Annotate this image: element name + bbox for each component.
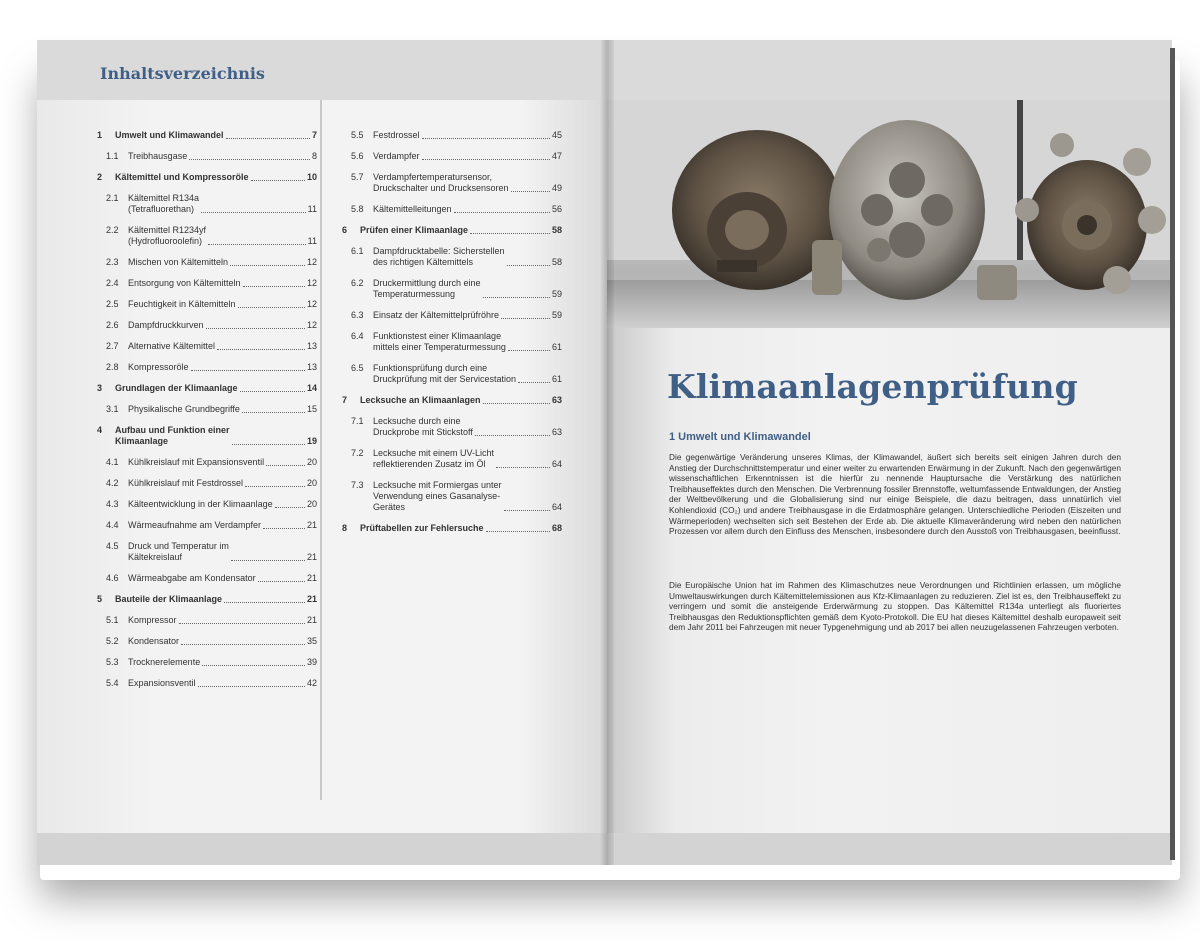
toc-chapter-entry [97,130,317,141]
toc-entry-body [115,425,317,447]
toc-entry-body [128,573,317,584]
toc-leader-dots [240,391,305,392]
toc-section-entry [97,657,317,668]
toc-entry-text: Kälteentwicklung in der Klimaanlage [128,499,273,509]
toc-entry-text: Feuchtigkeit in Kältemitteln [128,299,236,309]
compressor-photo [607,100,1172,328]
toc-entry-text: Kältemittel R1234yf (Hydrofluoroolefin) [128,225,207,246]
toc-entry-body [128,151,317,162]
toc-right-column [342,130,562,544]
toc-section-entry [342,448,562,470]
toc-leader-dots [232,444,305,445]
toc-entry-page: 64 [551,502,562,512]
toc-entry-body [128,341,317,352]
toc-leader-dots [224,602,305,603]
toc-entry-text: Expansionsventil [128,678,196,688]
toc-entry-text: Trocknerelemente [128,657,201,667]
toc-leader-dots [181,644,305,645]
toc-leader-dots [230,265,305,266]
toc-entry-page: 13 [306,362,317,372]
toc-entry-page: 59 [551,310,562,320]
toc-entry-page: 20 [306,499,317,509]
toc-entry-page: 20 [306,478,317,488]
toc-entry-body [115,172,317,183]
toc-chapter-entry [342,523,562,534]
toc-entry-text: Physikalische Grundbegriffe [128,404,240,414]
toc-entry-number: 4.6 [106,573,119,583]
toc-entry-text: Funktionstest einer Klimaanlage mittels einer Temperaturmessung [373,331,506,352]
toc-entry-page: 56 [551,204,562,214]
toc-entry-body [373,204,562,215]
toc-entry-page: 49 [551,183,562,193]
toc-entry-body [128,320,317,331]
toc-section-entry [342,172,562,194]
toc-entry-text: Einsatz der Kältemittelprüfröhre [373,310,500,320]
toc-leader-dots [217,349,305,350]
toc-entry-number: 4.5 [106,541,119,551]
toc-entry-page: 21 [306,552,317,562]
toc-entry-body [128,615,317,626]
toc-leader-dots [454,212,550,213]
toc-chapter-entry [342,225,562,236]
toc-entry-text: Treibhausgase [128,151,188,161]
toc-section-entry [97,541,317,563]
toc-entry-body [128,278,317,289]
toc-entry-body [128,636,317,647]
compressor-parts-illustration [607,100,1172,328]
toc-entry-text: Umwelt und Klimawandel [115,130,224,140]
toc-entry-page: 12 [306,320,317,330]
right-page [607,40,1172,865]
toc-leader-dots [483,297,550,298]
toc-entry-text: Kondensator [128,636,180,646]
toc-entry-text: Kühlkreislauf mit Festdrossel [128,478,244,488]
toc-entry-number: 5 [97,594,103,604]
toc-entry-page: 61 [551,374,562,384]
toc-entry-body [128,257,317,268]
toc-entry-number: 5.7 [351,172,364,182]
toc-entry-number: 7.1 [351,416,364,426]
toc-leader-dots [501,318,550,319]
toc-entry-page: 35 [306,636,317,646]
toc-leader-dots [475,435,550,436]
toc-section-entry [342,246,562,268]
toc-entry-number: 2.1 [106,193,119,203]
toc-entry-body [128,362,317,373]
toc-entry-number: 6.3 [351,310,364,320]
body-paragraph-1: Die gegenwärtige Veränderung unseres Klimas, der Klimawandel, äußert sich bereits seit einigen Jahren durch den Anstieg der Durchschnittstemperatur und einer weiter zu erwartenden Erwärmung in der Zukunft. Nach den gegenwärtigen wissenschaftlichen Erkenntnissen ist die hierfür zu nennende Hauptursache die Verstärkung des natürlichen Treibhauseffektes durch den Menschen. Die Verbrennung fossiler Brennstoffe, weltumfassende Entwaldungen, der Anstieg der Weltbevölkerung und die Globalisierung sind nur einige Beispiele, die dazu beitragen, dass unnatürlich viel Kohlendioxid (CO₂) und andere Treibhausgase in die Erdatmosphäre gelangen. Unterschiedliche Perioden (Eiszeiten und Wärmeperioden) wechselten sich seit Bestehen der Erde ab. Die aktuelle Klimaveränderung wird neben den natürlichen Prozessen vor allem durch den Einfluss des Menschen, insbesondere durch den Ausstoß von Treibhausgasen, beeinflusst. [669,452,1121,537]
toc-entry-page: 21 [306,594,317,604]
page-edge [1170,48,1175,860]
toc-entry-page: 63 [551,427,562,437]
footer-band [37,833,607,865]
toc-entry-body [373,310,562,321]
toc-entry-number: 2.8 [106,362,119,372]
toc-entry-page: 19 [306,436,317,446]
toc-entry-body [373,172,562,194]
toc-entry-text: Prüfen einer Klimaanlage [360,225,469,235]
toc-entry-text: Verdampfer [373,151,420,161]
toc-entry-number: 2.2 [106,225,119,235]
toc-section-entry [97,478,317,489]
toc-entry-number: 2.5 [106,299,119,309]
toc-entry-number: 1.1 [106,151,119,161]
toc-entry-page: 58 [551,257,562,267]
toc-section-entry [97,520,317,531]
toc-entry-body [373,278,562,300]
toc-entry-number: 5.5 [351,130,364,140]
toc-entry-body [373,448,562,470]
toc-entry-text: Festdrossel [373,130,420,140]
section-heading: 1 Umwelt und Klimawandel [669,431,811,443]
toc-entry-text: Mischen von Kältemitteln [128,257,229,267]
toc-section-entry [342,310,562,321]
toc-section-entry [97,320,317,331]
toc-entry-text: Alternative Kältemittel [128,341,216,351]
toc-section-entry [342,363,562,385]
toc-leader-dots [198,686,305,687]
toc-entry-page: 7 [311,130,317,140]
toc-entry-page: 12 [306,299,317,309]
toc-entry-page: 64 [551,459,562,469]
toc-entry-body [373,363,562,385]
toc-leader-dots [483,403,550,404]
toc-entry-text: Wärmeabgabe am Kondensator [128,573,256,583]
toc-entry-number: 2.6 [106,320,119,330]
toc-entry-body [128,404,317,415]
toc-entry-page: 47 [551,151,562,161]
toc-entry-page: 39 [306,657,317,667]
toc-entry-text: Druck und Temperatur im Kältekreislauf [128,541,229,562]
toc-entry-page: 12 [306,278,317,288]
toc-leader-dots [470,233,550,234]
toc-leader-dots [422,159,550,160]
toc-entry-number: 5.4 [106,678,119,688]
toc-section-entry [342,204,562,215]
toc-leader-dots [504,510,550,511]
toc-entry-body [128,457,317,468]
toc-entry-page: 21 [306,615,317,625]
toc-entry-page: 13 [306,341,317,351]
toc-entry-number: 6.1 [351,246,364,256]
toc-section-entry [342,151,562,162]
chapter-title: Klimaanlagenprüfung [667,367,1078,406]
toc-entry-number: 8 [342,523,348,533]
toc-entry-number: 6.5 [351,363,364,373]
toc-entry-page: 21 [306,573,317,583]
toc-leader-dots [201,212,306,213]
toc-leader-dots [518,382,550,383]
toc-entry-body [128,193,317,215]
toc-entry-body [115,383,317,394]
toc-leader-dots [189,159,310,160]
toc-entry-body [373,416,562,438]
toc-entry-body [373,151,562,162]
toc-entry-text: Lecksuche durch eine Druckprobe mit Stickstoff [373,416,473,437]
toc-entry-page: 42 [306,678,317,688]
toc-entry-body [128,499,317,510]
toc-entry-body [128,299,317,310]
toc-leader-dots [206,328,305,329]
toc-entry-page: 21 [306,520,317,530]
toc-section-entry [97,299,317,310]
toc-section-entry [97,362,317,373]
toc-entry-body [128,478,317,489]
toc-section-entry [342,480,562,513]
toc-chapter-entry [97,383,317,394]
toc-chapter-entry [97,425,317,447]
toc-entry-page: 15 [306,404,317,414]
toc-leader-dots [243,286,305,287]
toc-leader-dots [179,623,305,624]
toc-section-entry [97,193,317,215]
toc-entry-number: 6.2 [351,278,364,288]
toc-entry-text: Kompressor [128,615,177,625]
toc-entry-body [128,225,317,247]
toc-entry-text: Entsorgung von Kältemitteln [128,278,241,288]
toc-entry-body [128,541,317,563]
toc-section-entry [97,341,317,352]
toc-entry-body [360,523,562,534]
book-spine [600,40,614,865]
toc-section-entry [97,615,317,626]
toc-chapter-entry [97,594,317,605]
toc-entry-number: 3 [97,383,103,393]
toc-entry-number: 5.6 [351,151,364,161]
toc-leader-dots [242,412,305,413]
toc-entry-body [373,480,562,513]
toc-entry-number: 4.3 [106,499,119,509]
toc-entry-text: Prüftabellen zur Fehlersuche [360,523,484,533]
toc-leader-dots [208,244,306,245]
toc-leader-dots [245,486,305,487]
toc-leader-dots [238,307,305,308]
toc-entry-page: 59 [551,289,562,299]
toc-leader-dots [507,265,550,266]
toc-chapter-entry [97,172,317,183]
toc-entry-text: Druckermittlung durch eine Temperaturmessung [373,278,481,299]
toc-section-entry [342,331,562,353]
toc-entry-body [115,130,317,141]
toc-entry-number: 5.8 [351,204,364,214]
toc-section-entry [97,404,317,415]
toc-entry-page: 12 [306,257,317,267]
toc-entry-number: 2 [97,172,103,182]
toc-entry-text: Grundlagen der Klimaanlage [115,383,238,393]
toc-entry-text: Dampfdrucktabelle: Sicherstellen des richtigen Kältemittels [373,246,505,267]
toc-section-entry [97,499,317,510]
toc-entry-text: Dampfdruckkurven [128,320,204,330]
toc-entry-body [360,225,562,236]
toc-leader-dots [202,665,305,666]
toc-entry-number: 5.1 [106,615,119,625]
toc-leader-dots [266,465,305,466]
toc-leader-dots [191,370,305,371]
toc-entry-number: 6.4 [351,331,364,341]
toc-entry-page: 63 [551,395,562,405]
toc-leader-dots [251,180,305,181]
toc-section-entry [97,257,317,268]
toc-leader-dots [508,350,550,351]
toc-section-entry [97,151,317,162]
toc-title: Inhaltsverzeichnis [100,64,265,83]
toc-section-entry [342,278,562,300]
toc-section-entry [97,678,317,689]
toc-section-entry [97,636,317,647]
toc-chapter-entry [342,395,562,406]
toc-entry-text: Lecksuche mit Formiergas unter Verwendung eines Gasanalyse- Gerätes [373,480,502,512]
toc-leader-dots [258,581,305,582]
toc-entry-text: Funktionsprüfung durch eine Druckprüfung mit der Servicestation [373,363,517,384]
toc-entry-text: Kühlkreislauf mit Expansionsventil [128,457,265,467]
toc-entry-page: 11 [307,204,317,214]
toc-entry-text: Kältemittel und Kompressoröle [115,172,249,182]
toc-leader-dots [226,138,310,139]
toc-entry-body [115,594,317,605]
toc-entry-body [128,657,317,668]
toc-entry-number: 2.7 [106,341,119,351]
toc-entry-number: 7 [342,395,348,405]
toc-entry-number: 7.2 [351,448,364,458]
toc-section-entry [97,278,317,289]
toc-entry-page: 58 [551,225,562,235]
toc-entry-number: 4.4 [106,520,119,530]
toc-leader-dots [275,507,305,508]
toc-leader-dots [496,467,550,468]
toc-section-entry [342,130,562,141]
column-divider [320,100,322,800]
toc-section-entry [97,573,317,584]
toc-entry-number: 5.3 [106,657,119,667]
toc-entry-body [373,331,562,353]
toc-leader-dots [231,560,305,561]
toc-entry-text: Aufbau und Funktion einer Klimaanlage [115,425,230,446]
toc-leader-dots [422,138,550,139]
body-paragraph-2: Die Europäische Union hat im Rahmen des Klimaschutzes neue Verordnungen und Richtlinien erlassen, um mögliche Umweltauswirkungen durch Kältemittelemissionen aus Kfz-Klimaanlagen zu reduzieren. Ziel ist es, den Treibhauseffekt zu verringern und somit die ansteigende Erderwärmung zu stoppen. Das Kältemittel R134a unterliegt als fluoriertes Treibhausgas den Reduktionspflichten gemäß dem Kyoto-Protokoll. Die EU hat dieses Kältemittel deshalb europaweit seit dem Jahr 2011 bei Fahrzeugen mit neuer Typgenehmigung und ab 2017 bei allen neuzugelassenen Fahrzeugen verboten. [669,580,1121,633]
toc-entry-text: Bauteile der Klimaanlage [115,594,223,604]
toc-leader-dots [263,528,305,529]
toc-entry-text: Kältemittel R134a (Tetrafluorethan) [128,193,200,214]
toc-entry-text: Wärmeaufnahme am Verdampfer [128,520,262,530]
toc-leader-dots [511,191,550,192]
toc-entry-page: 14 [306,383,317,393]
toc-entry-text: Verdampfertemperatursensor, Druckschalter und Drucksensoren [373,172,509,193]
toc-entry-number: 4.1 [106,457,119,467]
toc-entry-page: 11 [307,236,317,246]
toc-section-entry [342,416,562,438]
footer-band [607,833,1172,865]
toc-left-column [97,130,317,699]
toc-entry-text: Lecksuche mit einem UV-Licht reflektierenden Zusatz im Öl [373,448,495,469]
toc-entry-body [373,130,562,141]
toc-section-entry [97,457,317,468]
toc-entry-body [360,395,562,406]
toc-entry-text: Kältemittelleitungen [373,204,452,214]
toc-entry-number: 2.4 [106,278,119,288]
toc-section-entry [97,225,317,247]
left-page [37,40,607,865]
toc-leader-dots [486,531,550,532]
toc-entry-page: 20 [306,457,317,467]
toc-entry-text: Lecksuche an Klimaanlagen [360,395,481,405]
header-band [607,40,1172,100]
toc-entry-number: 2.3 [106,257,119,267]
toc-entry-text: Kompressoröle [128,362,189,372]
toc-entry-page: 8 [311,151,317,161]
toc-entry-page: 68 [551,523,562,533]
toc-entry-number: 7.3 [351,480,364,490]
toc-entry-body [373,246,562,268]
toc-entry-page: 45 [551,130,562,140]
toc-entry-number: 4 [97,425,103,435]
toc-entry-number: 3.1 [106,404,119,414]
toc-entry-page: 61 [551,342,562,352]
toc-entry-number: 1 [97,130,103,140]
toc-entry-body [128,520,317,531]
toc-entry-number: 6 [342,225,348,235]
toc-entry-page: 10 [306,172,317,182]
toc-entry-number: 4.2 [106,478,119,488]
toc-entry-number: 5.2 [106,636,119,646]
toc-entry-body [128,678,317,689]
